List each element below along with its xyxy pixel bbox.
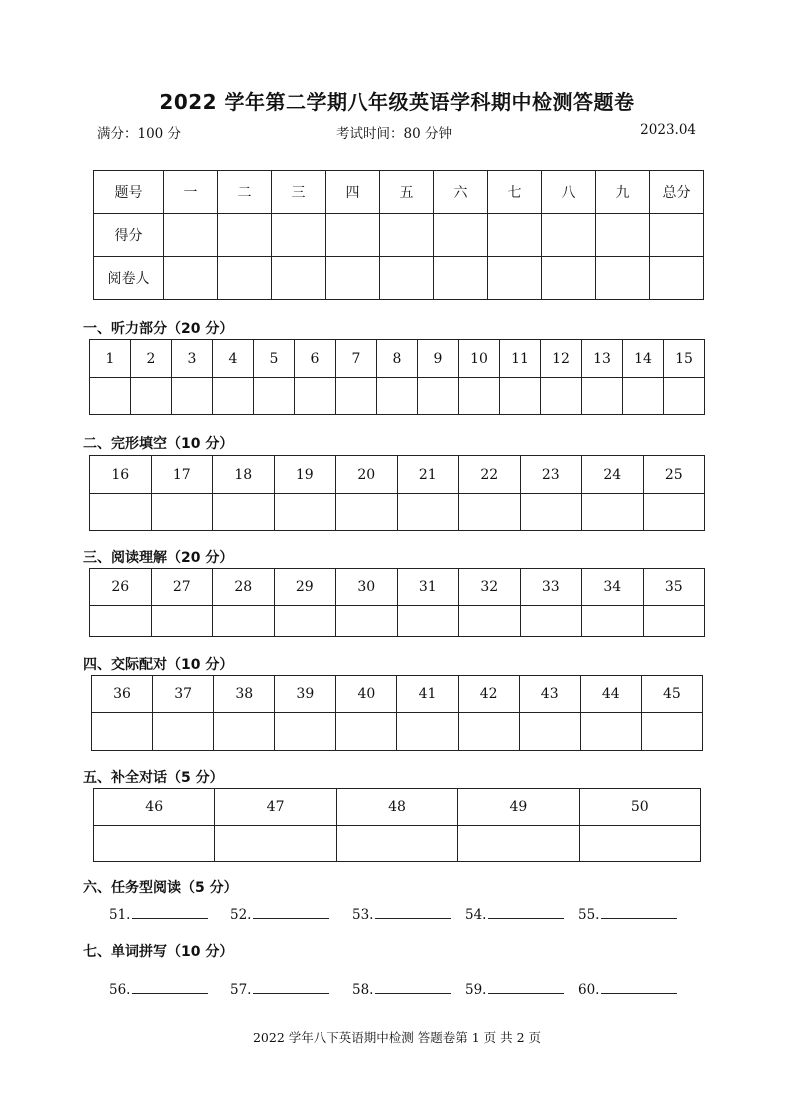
answer-blank[interactable] [465,904,564,923]
answer-cell[interactable] [336,713,397,751]
question-number: 9 [418,340,459,378]
answer-cell[interactable] [541,378,582,415]
score-cell[interactable] [326,214,380,257]
score-row [94,214,704,257]
score-cell[interactable] [218,214,272,257]
exam-time: 考试时间：80 分钟 [336,126,452,142]
section-title-dialogue: 五、补全对话（5 分） [83,770,224,786]
question-number: 41 [397,676,458,713]
answer-cell[interactable] [459,494,521,531]
answer-cell[interactable] [459,606,521,637]
answer-cell[interactable] [580,713,641,751]
blank-line[interactable] [601,979,677,994]
answer-cell[interactable] [641,713,702,751]
section-title-listening: 一、听力部分（20 分） [83,321,234,337]
answer-cell[interactable] [397,713,458,751]
blank-number: 54. [465,907,487,923]
blank-line[interactable] [253,904,329,919]
blank-number: 52. [230,907,252,923]
score-cell[interactable] [380,214,434,257]
answer-cell[interactable] [397,494,459,531]
grader-row [94,257,704,300]
question-number: 40 [336,676,397,713]
answer-blank[interactable] [230,979,329,998]
question-number: 15 [664,340,705,378]
answer-cell[interactable] [213,494,275,531]
answer-cell[interactable] [151,606,213,637]
question-number: 45 [641,676,702,713]
full-score: 满分：100 分 [97,126,182,142]
answer-cell[interactable] [520,494,582,531]
answer-cell[interactable] [275,713,336,751]
question-number: 34 [582,569,644,606]
score-header-cell: 七 [488,171,542,214]
question-number-row [94,789,701,826]
answer-blank[interactable] [109,904,208,923]
question-number: 42 [458,676,519,713]
question-number: 1 [90,340,131,378]
question-number: 12 [541,340,582,378]
answer-cell[interactable] [418,378,459,415]
answer-blank[interactable] [465,979,564,998]
section-title-task-reading: 六、任务型阅读（5 分） [83,880,238,896]
score-table [93,170,704,300]
answer-row [92,713,703,751]
question-number-row [90,569,705,606]
question-number: 46 [94,789,215,826]
question-number: 49 [458,789,579,826]
answer-blank[interactable] [109,979,208,998]
blank-line[interactable] [132,904,208,919]
section-title-spelling: 七、单词拼写（10 分） [83,944,234,960]
answer-cell[interactable] [153,713,214,751]
answer-cell[interactable] [458,713,519,751]
question-number-row [90,456,705,494]
question-number: 32 [459,569,521,606]
blank-line[interactable] [488,979,564,994]
blank-number: 57. [230,982,252,998]
question-number: 38 [214,676,275,713]
grader-cell[interactable] [218,257,272,300]
question-number: 11 [500,340,541,378]
question-number-row [92,676,703,713]
blank-number: 55. [578,907,600,923]
blank-number: 51. [109,907,131,923]
score-cell[interactable] [650,214,704,257]
answer-table-reading [89,568,705,637]
score-header-row [94,171,704,214]
answer-cell[interactable] [582,606,644,637]
blank-number: 58. [352,982,374,998]
answer-row [90,494,705,531]
question-number: 26 [90,569,152,606]
blank-line[interactable] [375,979,451,994]
answer-cell[interactable] [520,606,582,637]
question-number: 37 [153,676,214,713]
question-number: 2 [131,340,172,378]
score-header-cell: 题号 [94,171,164,214]
answer-cell[interactable] [94,826,215,862]
question-number: 44 [580,676,641,713]
answer-cell[interactable] [213,606,275,637]
question-number: 17 [151,456,213,494]
grader-cell[interactable] [380,257,434,300]
answer-cell[interactable] [377,378,418,415]
section-title-reading: 三、阅读理解（20 分） [83,550,234,566]
answer-table-cloze [89,455,705,531]
score-header-cell: 三 [272,171,326,214]
score-cell[interactable] [542,214,596,257]
spelling-blanks [109,979,709,1001]
score-header-cell: 四 [326,171,380,214]
answer-cell[interactable] [458,826,579,862]
answer-cell[interactable] [582,494,644,531]
blank-number: 56. [109,982,131,998]
score-header-cell: 九 [596,171,650,214]
answer-cell[interactable] [459,378,500,415]
answer-cell[interactable] [664,378,705,415]
answer-cell[interactable] [643,606,705,637]
score-cell[interactable] [596,214,650,257]
answer-cell[interactable] [519,713,580,751]
answer-cell[interactable] [90,606,152,637]
question-number: 20 [336,456,398,494]
score-header-cell: 一 [164,171,218,214]
score-header-cell: 二 [218,171,272,214]
answer-cell[interactable] [274,606,336,637]
score-cell[interactable] [164,214,218,257]
answer-row [90,378,705,415]
grader-cell[interactable] [650,257,704,300]
blank-number: 60. [578,982,600,998]
question-number: 8 [377,340,418,378]
answer-cell[interactable] [215,826,336,862]
question-number: 48 [336,789,457,826]
question-number: 35 [643,569,705,606]
section-title-cloze: 二、完形填空（10 分） [83,436,234,452]
question-number: 21 [397,456,459,494]
answer-cell[interactable] [623,378,664,415]
question-number: 47 [215,789,336,826]
question-number: 36 [92,676,153,713]
answer-row [94,826,701,862]
score-row-label: 得分 [94,214,164,257]
answer-cell[interactable] [274,494,336,531]
answer-cell[interactable] [397,606,459,637]
score-cell[interactable] [272,214,326,257]
blank-line[interactable] [375,904,451,919]
score-header-cell: 五 [380,171,434,214]
blank-number: 59. [465,982,487,998]
blank-line[interactable] [253,979,329,994]
question-number: 23 [520,456,582,494]
answer-cell[interactable] [295,378,336,415]
blank-line[interactable] [488,904,564,919]
question-number: 25 [643,456,705,494]
answer-row [90,606,705,637]
answer-cell[interactable] [500,378,541,415]
question-number: 6 [295,340,336,378]
section-title-matching: 四、交际配对（10 分） [83,657,234,673]
answer-blank[interactable] [352,904,451,923]
answer-cell[interactable] [579,826,700,862]
score-header-cell: 八 [542,171,596,214]
answer-cell[interactable] [214,713,275,751]
score-header-cell: 总分 [650,171,704,214]
answer-table-dialogue [93,788,701,862]
grader-row-label: 阅卷人 [94,257,164,300]
question-number: 39 [275,676,336,713]
question-number: 24 [582,456,644,494]
question-number: 29 [274,569,336,606]
answer-cell[interactable] [336,494,398,531]
page-footer: 2022 学年八下英语期中检测 答题卷第 1 页 共 2 页 [252,1030,542,1045]
question-number: 19 [274,456,336,494]
grader-cell[interactable] [542,257,596,300]
answer-table-matching [91,675,703,751]
answer-blank[interactable] [230,904,329,923]
answer-cell[interactable] [582,378,623,415]
question-number: 43 [519,676,580,713]
grader-cell[interactable] [272,257,326,300]
question-number: 22 [459,456,521,494]
answer-cell[interactable] [151,494,213,531]
question-number: 27 [151,569,213,606]
blank-line[interactable] [601,904,677,919]
blank-number: 53. [352,907,374,923]
answer-cell[interactable] [90,378,131,415]
answer-blank[interactable] [578,904,677,923]
answer-cell[interactable] [172,378,213,415]
task-reading-blanks [109,904,709,926]
answer-cell[interactable] [336,826,457,862]
answer-cell[interactable] [643,494,705,531]
question-number: 4 [213,340,254,378]
grader-cell[interactable] [326,257,380,300]
question-number: 16 [90,456,152,494]
question-number-row [90,340,705,378]
grader-cell[interactable] [434,257,488,300]
question-number: 3 [172,340,213,378]
answer-cell[interactable] [90,494,152,531]
score-cell[interactable] [434,214,488,257]
grader-cell[interactable] [488,257,542,300]
answer-blank[interactable] [578,979,677,998]
question-number: 10 [459,340,500,378]
answer-cell[interactable] [92,713,153,751]
answer-cell[interactable] [131,378,172,415]
question-number: 50 [579,789,700,826]
question-number: 30 [336,569,398,606]
score-header-cell: 六 [434,171,488,214]
question-number: 14 [623,340,664,378]
exam-date: 2023.04 [640,122,696,138]
answer-blank[interactable] [352,979,451,998]
question-number: 5 [254,340,295,378]
answer-cell[interactable] [254,378,295,415]
score-cell[interactable] [488,214,542,257]
question-number: 33 [520,569,582,606]
blank-line[interactable] [132,979,208,994]
answer-table-listening [89,339,705,415]
question-number: 18 [213,456,275,494]
grader-cell[interactable] [164,257,218,300]
answer-cell[interactable] [336,378,377,415]
question-number: 7 [336,340,377,378]
question-number: 31 [397,569,459,606]
page-title: 2022 学年第二学期八年级英语学科期中检测答题卷 [159,90,635,114]
question-number: 13 [582,340,623,378]
grader-cell[interactable] [596,257,650,300]
question-number: 28 [213,569,275,606]
answer-cell[interactable] [213,378,254,415]
answer-cell[interactable] [336,606,398,637]
